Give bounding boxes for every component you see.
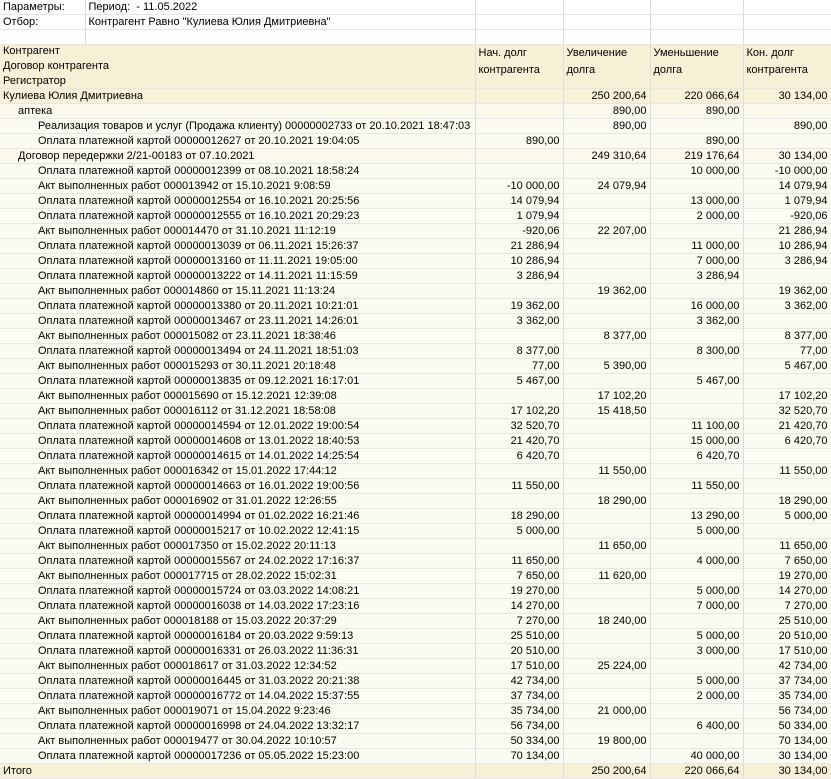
table-row[interactable] bbox=[0, 314, 831, 329]
row-start-debt bbox=[475, 104, 563, 119]
row-increase bbox=[563, 374, 650, 389]
row-increase bbox=[563, 434, 650, 449]
row-name: Акт выполненных работ 000016902 от 31.01.2022 12:26:55 bbox=[0, 494, 475, 509]
row-decrease bbox=[650, 224, 743, 239]
row-end-debt: 18 290,00 bbox=[743, 494, 831, 509]
row-name: Оплата платежной картой 00000012554 от 16.10.2021 20:25:56 bbox=[0, 194, 475, 209]
row-increase bbox=[563, 209, 650, 224]
row-name: Акт выполненных работ 000014470 от 31.10.2021 11:12:19 bbox=[0, 224, 475, 239]
table-row[interactable] bbox=[0, 674, 831, 689]
row-name: Оплата платежной картой 00000014615 от 14.01.2022 14:25:54 bbox=[0, 449, 475, 464]
row-name: Акт выполненных работ 000014860 от 15.11.2021 11:13:24 bbox=[0, 284, 475, 299]
table-row[interactable] bbox=[0, 689, 831, 704]
table-row[interactable] bbox=[0, 224, 831, 239]
row-end-debt: 37 734,00 bbox=[743, 674, 831, 689]
row-end-debt: 21 286,94 bbox=[743, 224, 831, 239]
row-name: Оплата платежной картой 00000016445 от 31.03.2022 20:21:38 bbox=[0, 674, 475, 689]
table-row[interactable] bbox=[0, 584, 831, 599]
row-increase bbox=[563, 254, 650, 269]
row-start-debt: 32 520,70 bbox=[475, 419, 563, 434]
row-increase: 11 650,00 bbox=[563, 539, 650, 554]
row-end-debt: 32 520,70 bbox=[743, 404, 831, 419]
row-start-debt: 20 510,00 bbox=[475, 644, 563, 659]
row-increase: 8 377,00 bbox=[563, 329, 650, 344]
row-name: Акт выполненных работ 000016112 от 31.12.2021 18:58:08 bbox=[0, 404, 475, 419]
row-name: Оплата платежной картой 00000014994 от 01.02.2022 16:21:46 bbox=[0, 509, 475, 524]
row-decrease: 7 000,00 bbox=[650, 254, 743, 269]
row-decrease bbox=[650, 494, 743, 509]
row-increase bbox=[563, 479, 650, 494]
row-increase bbox=[563, 674, 650, 689]
row-name: Акт выполненных работ 000017350 от 15.02.2022 20:11:13 bbox=[0, 539, 475, 554]
row-increase bbox=[563, 644, 650, 659]
row-end-debt: -920,06 bbox=[743, 209, 831, 224]
row-increase bbox=[563, 419, 650, 434]
row-end-debt: 30 134,00 bbox=[743, 149, 831, 164]
row-start-debt: 1 079,94 bbox=[475, 209, 563, 224]
table-row[interactable] bbox=[0, 344, 831, 359]
row-name: Оплата платежной картой 00000016331 от 26.03.2022 11:36:31 bbox=[0, 644, 475, 659]
row-increase bbox=[563, 629, 650, 644]
table-row[interactable] bbox=[0, 479, 831, 494]
row-end-debt: 21 420,70 bbox=[743, 419, 831, 434]
row-decrease: 10 000,00 bbox=[650, 164, 743, 179]
row-increase: 18 240,00 bbox=[563, 614, 650, 629]
header-col-end-debt: Кон. долг контрагента bbox=[743, 45, 831, 89]
row-decrease bbox=[650, 734, 743, 749]
table-row[interactable] bbox=[0, 629, 831, 644]
group-row-counterparty[interactable] bbox=[0, 89, 831, 104]
row-start-debt: 21 286,94 bbox=[475, 239, 563, 254]
row-decrease: 2 000,00 bbox=[650, 689, 743, 704]
row-start-debt: 25 510,00 bbox=[475, 629, 563, 644]
total-end: 30 134,00 bbox=[743, 764, 831, 779]
row-decrease: 890,00 bbox=[650, 104, 743, 119]
row-decrease bbox=[650, 464, 743, 479]
row-decrease bbox=[650, 359, 743, 374]
row-name: Оплата платежной картой 00000013467 от 23.11.2021 14:26:01 bbox=[0, 314, 475, 329]
row-decrease: 5 467,00 bbox=[650, 374, 743, 389]
row-end-debt: 30 134,00 bbox=[743, 749, 831, 764]
row-decrease: 890,00 bbox=[650, 134, 743, 149]
row-increase bbox=[563, 449, 650, 464]
params-row bbox=[0, 0, 831, 15]
row-name: Реализация товаров и услуг (Продажа клиенту) 00000002733 от 20.10.2021 18:47:03 bbox=[0, 119, 475, 134]
row-start-debt bbox=[475, 539, 563, 554]
period-value: - 11.05.2022 bbox=[136, 0, 198, 13]
row-increase: 11 550,00 bbox=[563, 464, 650, 479]
row-start-debt: 7 650,00 bbox=[475, 569, 563, 584]
row-name: Оплата платежной картой 00000013494 от 24.11.2021 18:51:03 bbox=[0, 344, 475, 359]
row-start-debt: 56 734,00 bbox=[475, 719, 563, 734]
table-row[interactable] bbox=[0, 404, 831, 419]
row-start-debt: 8 377,00 bbox=[475, 344, 563, 359]
row-decrease bbox=[650, 179, 743, 194]
table-row[interactable] bbox=[0, 644, 831, 659]
row-increase: 19 362,00 bbox=[563, 284, 650, 299]
row-end-debt: 11 550,00 bbox=[743, 464, 831, 479]
row-end-debt: 56 734,00 bbox=[743, 704, 831, 719]
row-increase bbox=[563, 314, 650, 329]
row-decrease bbox=[650, 119, 743, 134]
header-col-counterparty bbox=[0, 45, 475, 89]
row-increase bbox=[563, 524, 650, 539]
table-row[interactable] bbox=[0, 419, 831, 434]
row-increase: 24 079,94 bbox=[563, 179, 650, 194]
row-end-debt: 17 102,20 bbox=[743, 389, 831, 404]
period-label: Период: bbox=[88, 0, 131, 13]
table-row[interactable] bbox=[0, 749, 831, 764]
total-increase: 250 200,64 bbox=[563, 764, 650, 779]
row-end-debt: 11 650,00 bbox=[743, 539, 831, 554]
row-name: Оплата платежной картой 00000016038 от 14.03.2022 17:23:16 bbox=[0, 599, 475, 614]
row-increase bbox=[563, 134, 650, 149]
row-decrease: 219 176,64 bbox=[650, 149, 743, 164]
table-row[interactable] bbox=[0, 299, 831, 314]
row-start-debt: 3 286,94 bbox=[475, 269, 563, 284]
row-name: Оплата платежной картой 00000014608 от 13.01.2022 18:40:53 bbox=[0, 434, 475, 449]
row-name: Акт выполненных работ 000015293 от 30.11.2021 20:18:48 bbox=[0, 359, 475, 374]
row-name: Акт выполненных работ 000015690 от 15.12.2021 12:39:08 bbox=[0, 389, 475, 404]
params-label: Параметры: bbox=[0, 0, 85, 15]
row-increase: 17 102,20 bbox=[563, 389, 650, 404]
total-label: Итого bbox=[0, 764, 475, 779]
row-name: Акт выполненных работ 000019071 от 15.04.2022 9:23:46 bbox=[0, 704, 475, 719]
table-row[interactable] bbox=[0, 449, 831, 464]
row-decrease: 3 286,94 bbox=[650, 269, 743, 284]
table-row[interactable] bbox=[0, 164, 831, 179]
row-name: Оплата платежной картой 00000013222 от 14.11.2021 11:15:59 bbox=[0, 269, 475, 284]
row-name: Оплата платежной картой 00000013160 от 11.11.2021 19:05:00 bbox=[0, 254, 475, 269]
row-end-debt: 25 510,00 bbox=[743, 614, 831, 629]
row-end-debt: 20 510,00 bbox=[743, 629, 831, 644]
table-row[interactable] bbox=[0, 704, 831, 719]
row-start-debt: 5 000,00 bbox=[475, 524, 563, 539]
row-decrease: 3 362,00 bbox=[650, 314, 743, 329]
row-increase bbox=[563, 719, 650, 734]
row-name: Кулиева Юлия Дмитриевна bbox=[0, 89, 475, 104]
row-name: Оплата платежной картой 00000014663 от 16.01.2022 19:00:56 bbox=[0, 479, 475, 494]
table-row[interactable] bbox=[0, 374, 831, 389]
row-decrease: 220 066,64 bbox=[650, 89, 743, 104]
row-end-debt: 7 650,00 bbox=[743, 554, 831, 569]
row-end-debt: 14 079,94 bbox=[743, 179, 831, 194]
header-line-counterparty: Контрагент bbox=[3, 45, 60, 57]
table-row[interactable] bbox=[0, 599, 831, 614]
table-row[interactable] bbox=[0, 524, 831, 539]
total-decrease: 220 066,64 bbox=[650, 764, 743, 779]
table-row[interactable] bbox=[0, 194, 831, 209]
row-decrease: 5 000,00 bbox=[650, 524, 743, 539]
row-name: Акт выполненных работ 000013942 от 15.10.2021 9:08:59 bbox=[0, 179, 475, 194]
row-end-debt: 3 362,00 bbox=[743, 299, 831, 314]
row-decrease bbox=[650, 404, 743, 419]
table-row[interactable] bbox=[0, 554, 831, 569]
row-end-debt: 14 270,00 bbox=[743, 584, 831, 599]
row-start-debt: 77,00 bbox=[475, 359, 563, 374]
row-increase: 11 620,00 bbox=[563, 569, 650, 584]
table-row[interactable] bbox=[0, 134, 831, 149]
row-name: Оплата платежной картой 00000015567 от 24.02.2022 17:16:37 bbox=[0, 554, 475, 569]
row-name: Оплата платежной картой 00000013835 от 09.12.2021 16:17:01 bbox=[0, 374, 475, 389]
period-cell bbox=[85, 0, 475, 15]
row-decrease: 11 550,00 bbox=[650, 479, 743, 494]
filter-row bbox=[0, 15, 831, 30]
table-row[interactable] bbox=[0, 254, 831, 269]
row-name: Оплата платежной картой 00000012627 от 20.10.2021 19:04:05 bbox=[0, 134, 475, 149]
row-start-debt bbox=[475, 119, 563, 134]
table-row[interactable] bbox=[0, 464, 831, 479]
row-decrease: 7 000,00 bbox=[650, 599, 743, 614]
row-increase: 21 000,00 bbox=[563, 704, 650, 719]
row-name: Оплата платежной картой 00000013039 от 06.11.2021 15:26:37 bbox=[0, 239, 475, 254]
row-start-debt bbox=[475, 464, 563, 479]
row-start-debt bbox=[475, 329, 563, 344]
row-name: Акт выполненных работ 000017715 от 28.02.2022 15:02:31 bbox=[0, 569, 475, 584]
row-increase bbox=[563, 749, 650, 764]
row-name: Акт выполненных работ 000018617 от 31.03.2022 12:34:52 bbox=[0, 659, 475, 674]
row-decrease: 4 000,00 bbox=[650, 554, 743, 569]
row-end-debt: 19 362,00 bbox=[743, 284, 831, 299]
row-name: Договор передержки 2/21-00183 от 07.10.2021 bbox=[0, 149, 475, 164]
row-end-debt: 1 079,94 bbox=[743, 194, 831, 209]
total-start bbox=[475, 764, 563, 779]
row-name: Оплата платежной картой 00000014594 от 12.01.2022 19:00:54 bbox=[0, 419, 475, 434]
row-end-debt: 17 510,00 bbox=[743, 644, 831, 659]
row-start-debt bbox=[475, 284, 563, 299]
row-decrease bbox=[650, 659, 743, 674]
row-name: Оплата платежной картой 00000012399 от 08.10.2021 18:58:24 bbox=[0, 164, 475, 179]
row-increase: 5 390,00 bbox=[563, 359, 650, 374]
row-decrease: 6 400,00 bbox=[650, 719, 743, 734]
row-end-debt: 890,00 bbox=[743, 119, 831, 134]
row-end-debt: 8 377,00 bbox=[743, 329, 831, 344]
total-row bbox=[0, 764, 831, 779]
header-col-start-debt: Нач. долг контрагента bbox=[475, 45, 563, 89]
table-row[interactable] bbox=[0, 434, 831, 449]
row-start-debt: 6 420,70 bbox=[475, 449, 563, 464]
row-end-debt bbox=[743, 134, 831, 149]
row-increase bbox=[563, 194, 650, 209]
row-end-debt: 70 134,00 bbox=[743, 734, 831, 749]
header-row bbox=[0, 45, 831, 89]
row-name: Акт выполненных работ 000019477 от 30.04.2022 10:10:57 bbox=[0, 734, 475, 749]
row-start-debt bbox=[475, 494, 563, 509]
row-decrease: 11 000,00 bbox=[650, 239, 743, 254]
row-start-debt: 890,00 bbox=[475, 134, 563, 149]
table-row[interactable] bbox=[0, 614, 831, 629]
row-end-debt bbox=[743, 269, 831, 284]
row-start-debt bbox=[475, 149, 563, 164]
row-end-debt: 50 334,00 bbox=[743, 719, 831, 734]
group-row-contract[interactable] bbox=[0, 149, 831, 164]
row-increase: 22 207,00 bbox=[563, 224, 650, 239]
row-decrease bbox=[650, 389, 743, 404]
row-decrease: 8 300,00 bbox=[650, 344, 743, 359]
row-start-debt: 37 734,00 bbox=[475, 689, 563, 704]
row-start-debt: 42 734,00 bbox=[475, 674, 563, 689]
table-row[interactable] bbox=[0, 539, 831, 554]
row-decrease bbox=[650, 704, 743, 719]
row-decrease: 11 100,00 bbox=[650, 419, 743, 434]
row-increase bbox=[563, 689, 650, 704]
row-increase bbox=[563, 554, 650, 569]
row-decrease: 15 000,00 bbox=[650, 434, 743, 449]
row-start-debt bbox=[475, 164, 563, 179]
table-row[interactable] bbox=[0, 239, 831, 254]
row-end-debt bbox=[743, 524, 831, 539]
row-decrease: 5 000,00 bbox=[650, 674, 743, 689]
row-start-debt: 18 290,00 bbox=[475, 509, 563, 524]
row-increase: 19 800,00 bbox=[563, 734, 650, 749]
row-increase: 25 224,00 bbox=[563, 659, 650, 674]
row-decrease: 13 000,00 bbox=[650, 194, 743, 209]
row-end-debt: 10 286,94 bbox=[743, 239, 831, 254]
row-start-debt: 14 270,00 bbox=[475, 599, 563, 614]
row-increase bbox=[563, 299, 650, 314]
table-row[interactable] bbox=[0, 284, 831, 299]
row-end-debt: 42 734,00 bbox=[743, 659, 831, 674]
row-decrease: 16 000,00 bbox=[650, 299, 743, 314]
row-end-debt: 5 000,00 bbox=[743, 509, 831, 524]
row-start-debt: 70 134,00 bbox=[475, 749, 563, 764]
row-start-debt: -920,06 bbox=[475, 224, 563, 239]
row-start-debt: 17 102,20 bbox=[475, 404, 563, 419]
row-decrease: 2 000,00 bbox=[650, 209, 743, 224]
row-name: Акт выполненных работ 000016342 от 15.01.2022 17:44:12 bbox=[0, 464, 475, 479]
row-name: Оплата платежной картой 00000012555 от 16.10.2021 20:29:23 bbox=[0, 209, 475, 224]
filter-value: Контрагент Равно "Кулиева Юлия Дмитриевна" bbox=[85, 15, 475, 30]
row-decrease: 6 420,70 bbox=[650, 449, 743, 464]
row-end-debt bbox=[743, 449, 831, 464]
row-increase bbox=[563, 344, 650, 359]
row-start-debt: 11 650,00 bbox=[475, 554, 563, 569]
row-name: Акт выполненных работ 000015082 от 23.11.2021 18:38:46 bbox=[0, 329, 475, 344]
row-decrease: 40 000,00 bbox=[650, 749, 743, 764]
row-decrease bbox=[650, 614, 743, 629]
header-col-decrease: Уменьшение долга bbox=[650, 45, 743, 89]
row-start-debt: -10 000,00 bbox=[475, 179, 563, 194]
row-increase bbox=[563, 269, 650, 284]
row-increase: 890,00 bbox=[563, 119, 650, 134]
row-start-debt: 3 362,00 bbox=[475, 314, 563, 329]
row-name: Оплата платежной картой 00000016998 от 24.04.2022 13:32:17 bbox=[0, 719, 475, 734]
spacer-row bbox=[0, 30, 831, 45]
row-start-debt: 17 510,00 bbox=[475, 659, 563, 674]
row-start-debt: 19 362,00 bbox=[475, 299, 563, 314]
row-end-debt: 30 134,00 bbox=[743, 89, 831, 104]
row-decrease bbox=[650, 329, 743, 344]
table-row[interactable] bbox=[0, 359, 831, 374]
row-increase bbox=[563, 239, 650, 254]
row-start-debt: 14 079,94 bbox=[475, 194, 563, 209]
row-start-debt: 21 420,70 bbox=[475, 434, 563, 449]
table-row[interactable] bbox=[0, 209, 831, 224]
row-end-debt: 3 286,94 bbox=[743, 254, 831, 269]
row-end-debt bbox=[743, 104, 831, 119]
row-decrease: 5 000,00 bbox=[650, 584, 743, 599]
row-end-debt: 19 270,00 bbox=[743, 569, 831, 584]
row-end-debt: 77,00 bbox=[743, 344, 831, 359]
table-row[interactable] bbox=[0, 719, 831, 734]
row-name: Оплата платежной картой 00000016184 от 20.03.2022 9:59:13 bbox=[0, 629, 475, 644]
row-increase bbox=[563, 584, 650, 599]
table-row[interactable] bbox=[0, 179, 831, 194]
row-increase: 18 290,00 bbox=[563, 494, 650, 509]
row-increase: 249 310,64 bbox=[563, 149, 650, 164]
table-row[interactable] bbox=[0, 659, 831, 674]
row-end-debt: 7 270,00 bbox=[743, 599, 831, 614]
report-rows bbox=[0, 89, 831, 764]
row-decrease: 13 290,00 bbox=[650, 509, 743, 524]
row-increase: 250 200,64 bbox=[563, 89, 650, 104]
row-increase: 890,00 bbox=[563, 104, 650, 119]
row-start-debt: 5 467,00 bbox=[475, 374, 563, 389]
row-name: Оплата платежной картой 00000013380 от 20.11.2021 10:21:01 bbox=[0, 299, 475, 314]
row-increase bbox=[563, 509, 650, 524]
row-end-debt: 5 467,00 bbox=[743, 359, 831, 374]
row-increase bbox=[563, 164, 650, 179]
table-row[interactable] bbox=[0, 329, 831, 344]
header-line-registrar: Регистратор bbox=[3, 75, 66, 87]
row-start-debt: 50 334,00 bbox=[475, 734, 563, 749]
table-row[interactable] bbox=[0, 119, 831, 134]
row-end-debt: 6 420,70 bbox=[743, 434, 831, 449]
row-decrease bbox=[650, 569, 743, 584]
table-row[interactable] bbox=[0, 734, 831, 749]
row-start-debt: 19 270,00 bbox=[475, 584, 563, 599]
row-increase: 15 418,50 bbox=[563, 404, 650, 419]
row-start-debt: 35 734,00 bbox=[475, 704, 563, 719]
header-line-contract: Договор контрагента bbox=[3, 60, 109, 72]
row-increase bbox=[563, 599, 650, 614]
table-row[interactable] bbox=[0, 569, 831, 584]
row-decrease bbox=[650, 539, 743, 554]
row-end-debt bbox=[743, 374, 831, 389]
row-start-debt bbox=[475, 89, 563, 104]
row-name: Акт выполненных работ 000018188 от 15.03.2022 20:37:29 bbox=[0, 614, 475, 629]
row-end-debt: 35 734,00 bbox=[743, 689, 831, 704]
row-name: Оплата платежной картой 00000017236 от 05.05.2022 15:23:00 bbox=[0, 749, 475, 764]
row-start-debt bbox=[475, 389, 563, 404]
row-name: Оплата платежной картой 00000016772 от 14.04.2022 15:37:55 bbox=[0, 689, 475, 704]
table-row[interactable] bbox=[0, 389, 831, 404]
row-decrease: 3 000,00 bbox=[650, 644, 743, 659]
row-decrease: 5 000,00 bbox=[650, 629, 743, 644]
row-name: аптека bbox=[0, 104, 475, 119]
row-start-debt: 10 286,94 bbox=[475, 254, 563, 269]
table-row[interactable] bbox=[0, 509, 831, 524]
row-end-debt bbox=[743, 479, 831, 494]
table-row[interactable] bbox=[0, 269, 831, 284]
row-start-debt: 7 270,00 bbox=[475, 614, 563, 629]
table-row[interactable] bbox=[0, 494, 831, 509]
row-end-debt bbox=[743, 314, 831, 329]
row-name: Оплата платежной картой 00000015217 от 10.02.2022 12:41:15 bbox=[0, 524, 475, 539]
group-row-contract[interactable] bbox=[0, 104, 831, 119]
filter-label: Отбор: bbox=[0, 15, 85, 30]
row-end-debt: -10 000,00 bbox=[743, 164, 831, 179]
row-name: Оплата платежной картой 00000015724 от 03.03.2022 14:08:21 bbox=[0, 584, 475, 599]
header-col-increase: Увеличение долга bbox=[563, 45, 650, 89]
row-start-debt: 11 550,00 bbox=[475, 479, 563, 494]
row-decrease bbox=[650, 284, 743, 299]
